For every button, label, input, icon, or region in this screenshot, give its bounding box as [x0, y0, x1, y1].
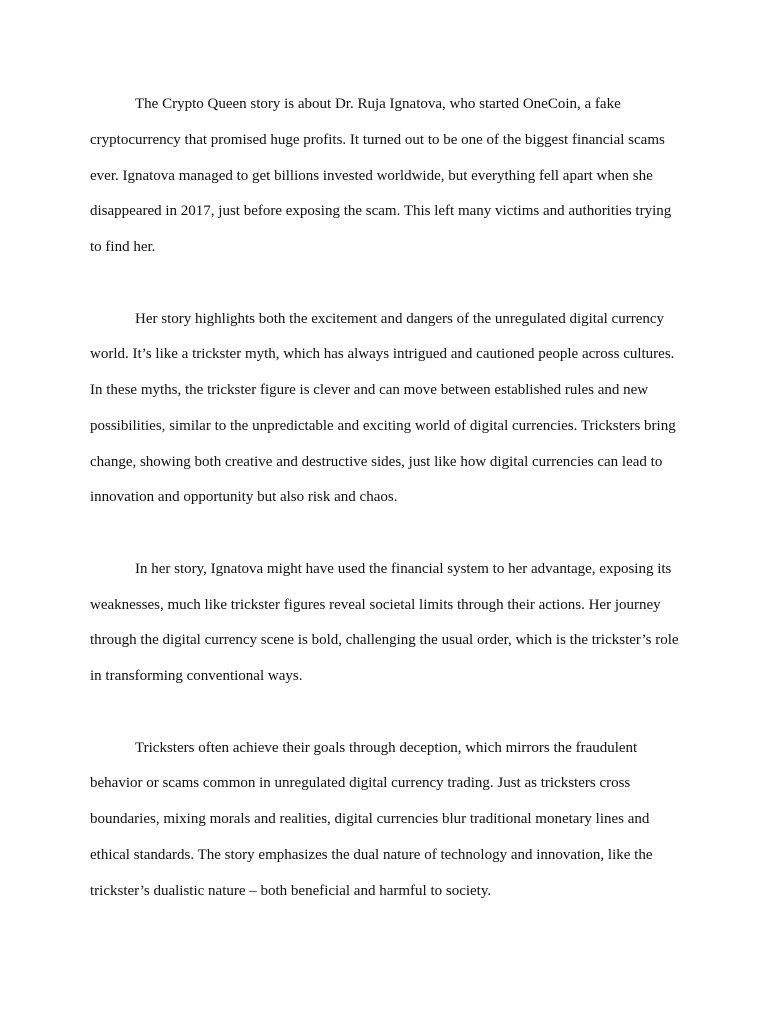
- paragraph-1: The Crypto Queen story is about Dr. Ruja Ignatova, who started OneCoin, a fake cryptocurrency that promised huge profits. It turned out to be one of the biggest financial scams ever. Ignatova managed to get billions invested worldwide, but everything fell apart when she disappeared in 2017, just before exposing the scam. This left many victims and authorities trying to find her.: [90, 96, 672, 255]
- paragraph-2: Her story highlights both the excitement and dangers of the unregulated digital currency world. It’s like a trickster myth, which has always intrigued and cautioned people across cultures. In these myths, the trickster figure is clever and can move between established rules and new possibilities, similar to the unpredictable and exciting world of digital currencies. Tricksters bring change, showing both creative and destructive sides, just like how digital currencies can lead to innovation and opportunity but also risk and chaos.: [90, 310, 676, 506]
- paragraph-4: Tricksters often achieve their goals through deception, which mirrors the fraudulent behavior or scams common in unregulated digital currency trading. Just as tricksters cross boundaries, mixing morals and realities, digital currencies blur traditional monetary lines and ethical standards. The story emphasizes the dual nature of technology and innovation, like the trickster’s dualistic nature – both beneficial and harmful to society.: [90, 739, 653, 899]
- paragraph-3: In her story, Ignatova might have used the financial system to her advantage, exposing its weaknesses, much like trickster figures reveal societal limits through their actions. Her journey through the digital currency scene is bold, challenging the usual order, which is the trickster’s role in transforming conventional ways.: [90, 560, 679, 684]
- document-body: [90, 87, 684, 945]
